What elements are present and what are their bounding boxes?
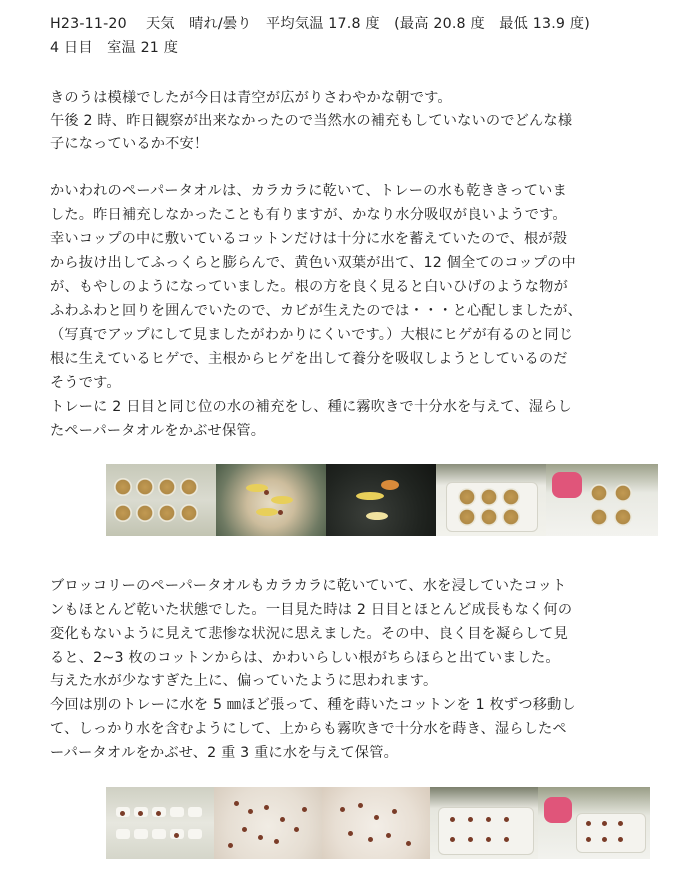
radish-tray-photo bbox=[436, 464, 546, 536]
radish-line-8: 根に生えているヒゲで、主根からヒゲを出して養分を吸収しようとしているのだ bbox=[50, 351, 568, 367]
radish-line-11: たペーパータオルをかぶせ保管。 bbox=[50, 423, 266, 439]
radish-line-2: した。昨日補充しなかったことも有りますが、かなり水分吸収が良いようです。 bbox=[50, 207, 567, 223]
broccoli-line-7: て、しっかり水を含むようにして、上からも霧吹きで十分水を蒔き、湿らしたペ bbox=[50, 721, 567, 737]
broccoli-line-2: ンもほとんど乾いた状態でした。一目見た時は 2 日目とほとんど成長もなく何の bbox=[50, 602, 573, 618]
broccoli-line-5: 与えた水が少なすぎた上に、偏っていたように思われます。 bbox=[50, 673, 438, 689]
broccoli-line-4: ると、2~3 枚のコットンからは、かわいらしい根がちらほらと出ていました。 bbox=[50, 650, 560, 666]
radish-line-9: そうです。 bbox=[50, 375, 121, 391]
date-weather-line: H23-11-20 天気 晴れ/曇り 平均気温 17.8 度 (最高 20.8 度 最低 13.9 度) bbox=[50, 16, 590, 32]
radish-sprouts-closeup-photo bbox=[216, 464, 326, 536]
radish-line-3: 幸いコップの中に敷いているコットンだけは十分に水を蓄えていたので、根が殻 bbox=[50, 231, 568, 247]
broccoli-line-3: 変化もないように見えて悲惨な状況に思えました。その中、良く目を凝らして見 bbox=[50, 626, 568, 642]
broccoli-line-8: ーパータオルをかぶせ、2 重 3 重に水を与えて保管。 bbox=[50, 745, 398, 761]
broccoli-line-1: ブロッコリーのペーパータオルもカラカラに乾いていて、水を浸していたコット bbox=[50, 578, 567, 594]
broccoli-seeds-roots-photo bbox=[322, 787, 430, 859]
day-temperature-line: 4 日目 室温 21 度 bbox=[50, 40, 179, 56]
broccoli-spraying-photo bbox=[538, 787, 650, 859]
radish-cups-photo bbox=[106, 464, 216, 536]
radish-line-10: トレーに 2 日目と同じ位の水の補充をし、種に霧吹きで十分水を与えて、湿らし bbox=[50, 399, 572, 415]
radish-line-6: ふわふわと回りを囲んでいたので、カビが生えたのでは・・・と心配しましたが、 bbox=[50, 303, 583, 319]
broccoli-seeds-closeup-photo bbox=[214, 787, 322, 859]
radish-root-hairs-photo bbox=[326, 464, 436, 536]
radish-line-7: （写真でアップにして見ましたがわかりにくいです。）大根にヒゲが有るのと同じ bbox=[50, 327, 574, 343]
radish-photo-strip bbox=[106, 464, 658, 536]
radish-spraying-photo bbox=[546, 464, 658, 536]
intro-line-3: 子になっているか不安！ bbox=[50, 136, 209, 152]
broccoli-new-tray-photo bbox=[430, 787, 538, 859]
radish-line-5: が、もやしのようになっていました。根の方を良く見ると白いひげのような物が bbox=[50, 279, 568, 295]
intro-line-1: きのうは模様でしたが今日は青空が広がりさわやかな朝です。 bbox=[50, 90, 452, 106]
intro-line-2: 午後 2 時、昨日観察が出来なかったので当然水の補充もしていないのでどんな様 bbox=[50, 113, 573, 129]
radish-line-1: かいわれのペーパータオルは、カラカラに乾いて、トレーの水も乾ききっていま bbox=[50, 183, 567, 199]
broccoli-photo-strip bbox=[106, 787, 650, 859]
radish-line-4: から抜け出してふっくらと膨らんで、黄色い双葉が出て、12 個全てのコップの中 bbox=[50, 255, 576, 271]
broccoli-line-6: 今回は別のトレーに水を 5 ㎜ほど張って、種を蒔いたコットンを 1 枚ずつ移動し bbox=[50, 697, 576, 713]
broccoli-cotton-tray-photo bbox=[106, 787, 214, 859]
